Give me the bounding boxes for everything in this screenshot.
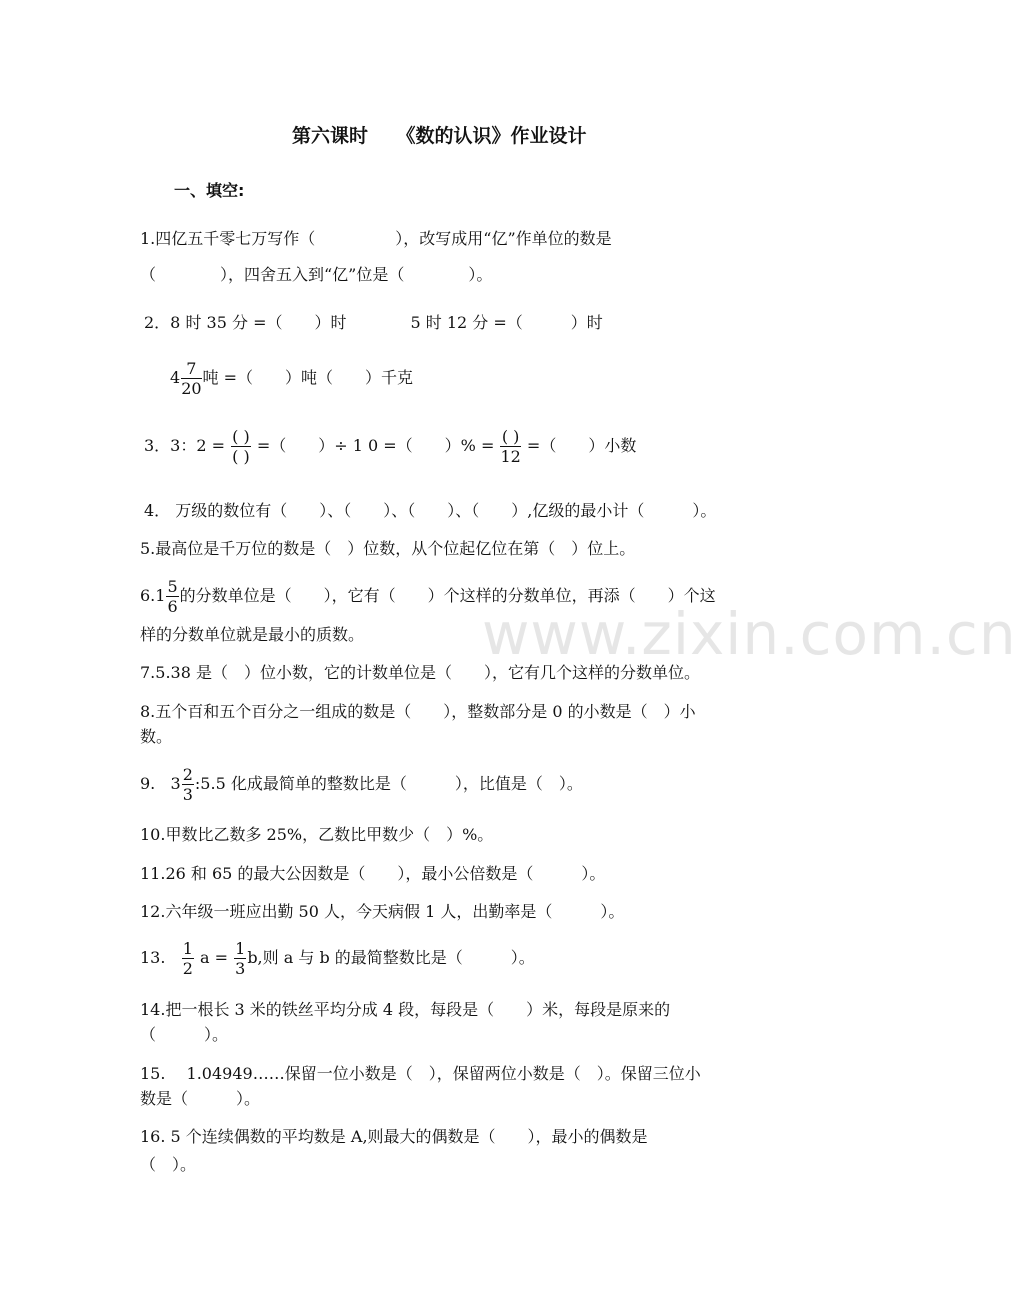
question-13-rest: b,则 a 与 b 的最简整数比是（ ）。 bbox=[247, 948, 535, 967]
question-6-prefix: 6. bbox=[140, 586, 156, 605]
question-13-middle: a = bbox=[200, 948, 229, 967]
fraction-denominator: ( ) bbox=[232, 446, 250, 466]
question-9 bbox=[140, 764, 583, 804]
question-6-line-2: 样的分数单位就是最小的质数。 bbox=[140, 625, 365, 644]
question-14-line-1: 14.把一根长 3 米的铁丝平均分成 4 段，每段是（ ）米，每段是原来的 bbox=[140, 1000, 671, 1019]
question-6-line-1 bbox=[140, 577, 716, 615]
question-10: 10.甲数比乙数多 25%，乙数比甲数少（ ）%。 bbox=[140, 825, 494, 844]
fraction-numerator: 1 bbox=[182, 938, 193, 958]
question-4: 4． 万级的数位有（ ）、（ ）、（ ）、（ ）,亿级的最小计（ ）。 bbox=[144, 501, 717, 520]
question-1-line-1: 1.四亿五千零七万写作（ ），改写成用“亿”作单位的数是 bbox=[140, 229, 612, 248]
mixed-number-whole: 1 bbox=[155, 586, 166, 605]
watermark: www.zixin.com.cn bbox=[482, 600, 1017, 668]
question-3-prefix: 3．3：2 = bbox=[144, 436, 226, 455]
fraction bbox=[166, 576, 178, 616]
question-15-line-1: 15. 1.04949……保留一位小数是（ ），保留两位小数是（ ）。保留三位小 bbox=[140, 1064, 701, 1083]
fraction-numerator: 5 bbox=[167, 576, 178, 596]
question-7: 7.5.38 是（ ）位小数，它的计数单位是（ ），它有几个这样的分数单位。 bbox=[140, 663, 700, 682]
question-1-line-2: （ ），四舍五入到“亿”位是（ ）。 bbox=[140, 265, 493, 284]
fraction-numerator: ( ) bbox=[232, 426, 250, 446]
question-16-line-1: 16. 5 个连续偶数的平均数是 A,则最大的偶数是（ ），最小的偶数是 bbox=[140, 1127, 648, 1146]
fraction-numerator: ( ) bbox=[501, 426, 520, 446]
fraction-numerator: 1 bbox=[235, 938, 246, 958]
question-8-line-2: 数。 bbox=[140, 727, 173, 746]
fraction-denominator: 6 bbox=[167, 596, 178, 616]
fraction-numerator: 2 bbox=[182, 764, 193, 784]
question-8-line-1: 8.五个百和五个百分之一组成的数是（ ），整数部分是 0 的小数是（ ）小 bbox=[140, 702, 696, 721]
fraction-one-third bbox=[234, 938, 246, 978]
fraction-over-12 bbox=[500, 426, 521, 466]
question-13 bbox=[140, 938, 535, 978]
mixed-number-whole: 4 bbox=[170, 368, 181, 387]
fraction-denominator: 20 bbox=[181, 378, 202, 398]
fraction-denominator: 2 bbox=[182, 958, 193, 978]
fraction-numerator: 7 bbox=[181, 361, 201, 379]
question-2-line-1: 2．8 时 35 分 =（ ）时 5 时 12 分 =（ ）时 bbox=[144, 313, 603, 332]
question-2-line-2 bbox=[170, 358, 413, 398]
question-5: 5.最高位是千万位的数是（ ）位数，从个位起亿位在第（ ）位上。 bbox=[140, 539, 636, 558]
question-3 bbox=[144, 426, 636, 466]
question-16-line-2: （ ）。 bbox=[140, 1155, 197, 1174]
mixed-number-whole: 3 bbox=[170, 774, 181, 793]
question-3-middle: =（ ）÷ 1 0 =（ ）% = bbox=[256, 436, 495, 455]
question-13-prefix: 13. bbox=[140, 948, 166, 967]
page-title: 第六课时 《数的认识》作业设计 bbox=[292, 125, 587, 147]
fraction-denominator: 3 bbox=[235, 958, 246, 978]
section-heading-fill-blank: 一、填空: bbox=[174, 181, 245, 200]
question-14-line-2: （ ）。 bbox=[140, 1025, 229, 1044]
question-9-prefix: 9. bbox=[140, 774, 156, 793]
question-15-line-2: 数是（ ）。 bbox=[140, 1089, 261, 1108]
question-9-rest: :5.5 化成最简单的整数比是（ ），比值是（ ）。 bbox=[194, 774, 583, 793]
fraction-blank bbox=[231, 426, 251, 466]
question-6-rest: 的分数单位是（ ），它有（ ）个这样的分数单位，再添（ ）个这 bbox=[179, 586, 716, 605]
question-2-rest: 吨 =（ ）吨（ ）千克 bbox=[202, 368, 414, 387]
fraction-denominator: 12 bbox=[500, 446, 521, 466]
fraction bbox=[181, 358, 202, 398]
question-3-suffix: =（ ）小数 bbox=[526, 436, 637, 455]
question-12: 12.六年级一班应出勤 50 人，今天病假 1 人，出勤率是（ ）。 bbox=[140, 902, 625, 921]
fraction-one-half bbox=[182, 938, 194, 978]
fraction bbox=[182, 764, 194, 804]
fraction-denominator: 3 bbox=[182, 784, 193, 804]
question-11: 11.26 和 65 的最大公因数是（ ），最小公倍数是（ ）。 bbox=[140, 864, 606, 883]
